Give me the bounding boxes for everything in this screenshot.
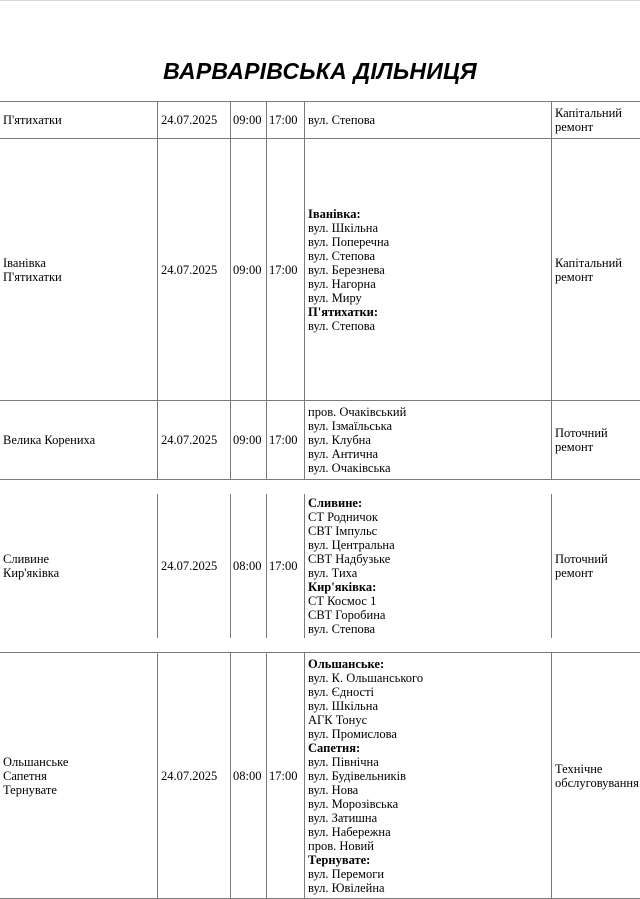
column-divider bbox=[304, 401, 305, 479]
cell-line: П'ятихатки bbox=[3, 113, 62, 127]
cell-line: вул. К. Ольшанського bbox=[308, 670, 424, 685]
cell-line: Ольшанське: bbox=[308, 656, 385, 671]
cell-line: Сливине: bbox=[308, 496, 363, 510]
cell-line: вул. Єдності bbox=[308, 684, 375, 699]
date-cell: 24.07.2025 bbox=[161, 433, 218, 447]
cell-line: Технічне bbox=[555, 761, 603, 776]
cell-line: вул. Промислова bbox=[308, 726, 397, 741]
column-divider bbox=[157, 401, 158, 479]
settlement-cell bbox=[0, 480, 158, 652]
cell-line: СТ Родничок bbox=[308, 510, 378, 524]
cell-line: вул. Ізмаїльська bbox=[308, 419, 393, 433]
cell-line: вул. Перемоги bbox=[308, 866, 385, 881]
top-rule bbox=[0, 0, 640, 1]
cell-line: вул. Центральна bbox=[308, 538, 395, 552]
end-time-cell: 17:00 bbox=[269, 559, 298, 573]
page-title: ВАРВАРІВСЬКА ДІЛЬНИЦЯ bbox=[163, 58, 477, 84]
cell-line: вул. Набережна bbox=[308, 824, 391, 839]
table-row bbox=[0, 138, 640, 400]
column-divider bbox=[551, 494, 552, 638]
cell-line: СТ Космос 1 bbox=[308, 594, 377, 608]
column-divider bbox=[551, 401, 552, 479]
cell-line: ремонт bbox=[555, 120, 594, 134]
cell-line: вул. Нова bbox=[308, 782, 359, 797]
cell-line: Тернувате bbox=[3, 782, 57, 797]
cell-line: вул. Очаківська bbox=[308, 461, 391, 475]
table-row bbox=[0, 101, 640, 138]
cell-line: вул. Шкільна bbox=[308, 698, 378, 713]
column-divider bbox=[157, 139, 158, 400]
cell-line: СВТ Надбузьке bbox=[308, 552, 391, 566]
cell-line: вул. Тиха bbox=[308, 566, 358, 580]
cell-line: П'ятихатки: bbox=[308, 304, 379, 319]
start-time-cell: 09:00 bbox=[233, 113, 262, 127]
column-divider bbox=[551, 653, 552, 898]
cell-line: вул. Нагорна bbox=[308, 276, 376, 291]
streets-cell bbox=[305, 139, 552, 400]
cell-line: пров. Новий bbox=[308, 838, 374, 853]
column-divider bbox=[304, 139, 305, 400]
cell-line: Капітальний bbox=[555, 255, 622, 270]
settlement-cell bbox=[0, 139, 158, 400]
settlement-cell bbox=[0, 401, 158, 479]
date-cell: 24.07.2025 bbox=[161, 113, 218, 127]
column-divider bbox=[304, 102, 305, 138]
cell-line: Ольшанське bbox=[3, 754, 69, 769]
start-time-cell: 08:00 bbox=[233, 559, 262, 573]
column-divider bbox=[304, 653, 305, 898]
cell-line: вул. Миру bbox=[308, 290, 362, 305]
end-time-cell: 17:00 bbox=[269, 768, 298, 783]
cell-line: СВТ Імпульс bbox=[308, 524, 378, 538]
cell-line: вул. Ювілейна bbox=[308, 880, 385, 895]
table-row bbox=[0, 479, 640, 652]
cell-line: Іванівка bbox=[3, 255, 46, 270]
column-divider bbox=[230, 139, 231, 400]
cell-line: ремонт bbox=[555, 440, 594, 454]
start-time-cell: 09:00 bbox=[233, 262, 262, 277]
cell-line: обслуговування bbox=[555, 775, 639, 790]
end-time-cell: 17:00 bbox=[269, 262, 298, 277]
cell-line: Поточний bbox=[555, 426, 608, 440]
cell-line: вул. Степова bbox=[308, 622, 376, 636]
cell-line: вул. Клубна bbox=[308, 433, 371, 447]
cell-line: Іванівка: bbox=[308, 206, 361, 221]
cell-line: ремонт bbox=[555, 566, 594, 580]
cell-line: СВТ Горобина bbox=[308, 608, 386, 622]
column-divider bbox=[157, 494, 158, 638]
cell-line: вул. Поперечна bbox=[308, 234, 390, 249]
work-type-cell bbox=[552, 653, 640, 898]
work-type-cell bbox=[552, 139, 640, 400]
outage-table bbox=[0, 101, 640, 899]
date-cell: 24.07.2025 bbox=[161, 768, 218, 783]
settlement-cell bbox=[0, 653, 158, 898]
cell-line: вул. Степова bbox=[308, 318, 376, 333]
cell-line: Кир'яківка bbox=[3, 566, 60, 580]
column-divider bbox=[230, 401, 231, 479]
work-type-cell bbox=[552, 480, 640, 652]
column-divider bbox=[230, 653, 231, 898]
column-divider bbox=[157, 102, 158, 138]
column-divider bbox=[266, 139, 267, 400]
cell-line: вул. Північна bbox=[308, 754, 379, 769]
cell-line: вул. Степова bbox=[308, 248, 376, 263]
streets-cell bbox=[305, 102, 552, 138]
cell-line: Велика Корениха bbox=[3, 433, 96, 447]
settlement-cell bbox=[0, 102, 158, 138]
cell-line: Капітальний bbox=[555, 106, 622, 120]
cell-line: вул. Антична bbox=[308, 447, 379, 461]
cell-line: Сапетня bbox=[3, 768, 47, 783]
column-divider bbox=[266, 653, 267, 898]
column-divider bbox=[304, 494, 305, 638]
cell-line: Тернувате: bbox=[308, 852, 371, 867]
cell-line: ремонт bbox=[555, 269, 594, 284]
cell-line: Кир'яківка: bbox=[308, 580, 377, 594]
cell-line: Сапетня: bbox=[308, 740, 361, 755]
column-divider bbox=[266, 494, 267, 638]
streets-cell bbox=[305, 653, 552, 898]
cell-line: вул. Морозівська bbox=[308, 796, 399, 811]
table-row bbox=[0, 652, 640, 899]
column-divider bbox=[230, 102, 231, 138]
column-divider bbox=[230, 494, 231, 638]
cell-line: Поточний bbox=[555, 552, 608, 566]
end-time-cell: 17:00 bbox=[269, 113, 298, 127]
cell-line: П'ятихатки bbox=[3, 269, 62, 284]
start-time-cell: 09:00 bbox=[233, 433, 262, 447]
cell-line: пров. Очаківський bbox=[308, 405, 407, 419]
cell-line: вул. Степова bbox=[308, 113, 376, 127]
date-cell: 24.07.2025 bbox=[161, 559, 218, 573]
streets-cell bbox=[305, 480, 552, 652]
cell-line: вул. Будівельників bbox=[308, 768, 406, 783]
cell-line: АГК Тонус bbox=[308, 712, 368, 727]
streets-cell bbox=[305, 401, 552, 479]
work-type-cell bbox=[552, 401, 640, 479]
cell-line: Сливине bbox=[3, 552, 50, 566]
cell-line: вул. Шкільна bbox=[308, 220, 378, 235]
column-divider bbox=[266, 401, 267, 479]
column-divider bbox=[266, 102, 267, 138]
cell-line: вул. Березнева bbox=[308, 262, 385, 277]
column-divider bbox=[551, 139, 552, 400]
column-divider bbox=[157, 653, 158, 898]
date-cell: 24.07.2025 bbox=[161, 262, 218, 277]
end-time-cell: 17:00 bbox=[269, 433, 298, 447]
table-row bbox=[0, 400, 640, 479]
work-type-cell bbox=[552, 102, 640, 138]
start-time-cell: 08:00 bbox=[233, 768, 262, 783]
column-divider bbox=[551, 102, 552, 138]
cell-line: вул. Затишна bbox=[308, 810, 378, 825]
